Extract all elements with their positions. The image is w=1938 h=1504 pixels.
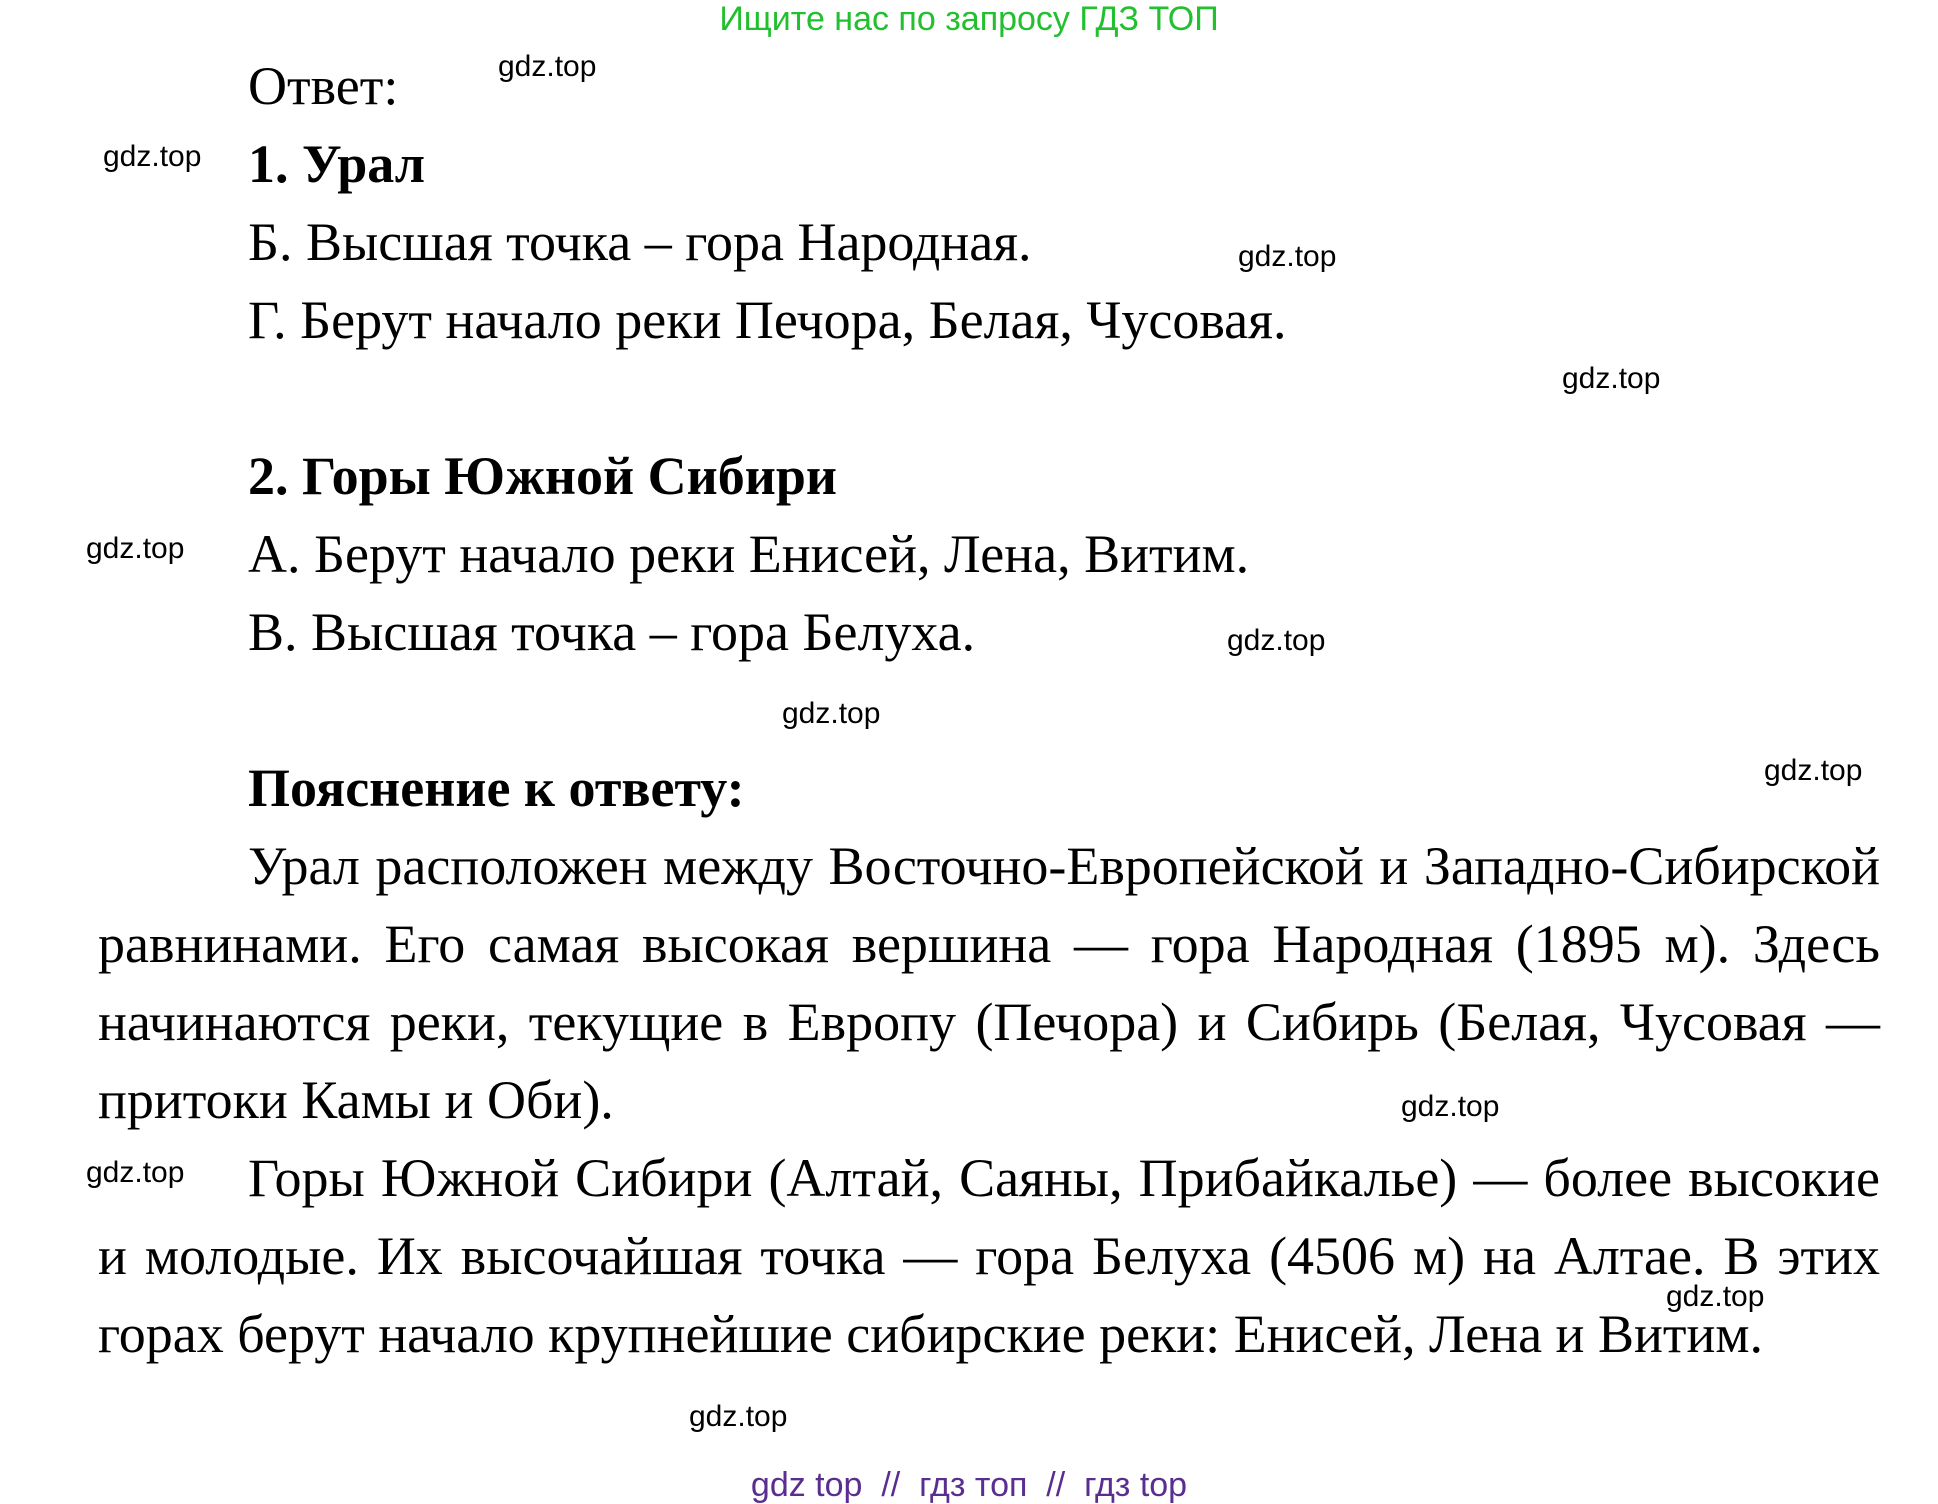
answer-label: Ответ: [248, 56, 399, 116]
section-2-item-v: В. Высшая точка – гора Белуха. [248, 602, 976, 662]
watermark: gdz.top [1227, 624, 1326, 657]
explanation-title: Пояснение к ответу: [248, 758, 745, 818]
section-2-title: 2. Горы Южной Сибири [248, 446, 838, 506]
explanation-body [98, 827, 1880, 1373]
section-2-item-a: А. Берут начало реки Енисей, Лена, Витим. [248, 524, 1250, 584]
watermark: gdz.top [86, 1156, 185, 1189]
watermark: gdz.top [689, 1400, 788, 1433]
section-1-item-b: Б. Высшая точка – гора Народная. [248, 212, 1032, 272]
watermark: gdz.top [1238, 240, 1337, 273]
explanation-paragraph-2: Горы Южной Сибири (Алтай, Саяны, Прибайкалье) — более высокие и молодые. Их высочайшая точка — гора Белуха (4506 м) на Алтае. В этих горах берут начало крупнейшие сибирские реки: Енисей, Лена и Витим. [98, 1148, 1880, 1364]
watermark: gdz.top [498, 50, 597, 83]
watermark: gdz.top [1764, 754, 1863, 787]
footer-links: gdz top // гдз топ // гдз top [750, 1466, 1188, 1504]
section-1-item-g: Г. Берут начало реки Печора, Белая, Чусовая. [248, 290, 1287, 350]
section-1-title: 1. Урал [248, 134, 426, 194]
watermark: gdz.top [1562, 362, 1661, 395]
search-banner: Ищите нас по запросу ГДЗ ТОП [719, 0, 1219, 38]
watermark: gdz.top [103, 140, 202, 173]
watermark: gdz.top [1666, 1280, 1765, 1313]
watermark: gdz.top [86, 532, 185, 565]
watermark: gdz.top [782, 697, 881, 730]
explanation-paragraph-1: Урал расположен между Восточно-Европейской и Западно-Сибирской равнинами. Его самая высокая вершина — гора Народная (1895 м). Здесь начинаются реки, текущие в Европу (Печора) и Сибирь (Белая, Чусовая — притоки Камы и Оби). [98, 836, 1880, 1130]
watermark: gdz.top [1401, 1090, 1500, 1123]
